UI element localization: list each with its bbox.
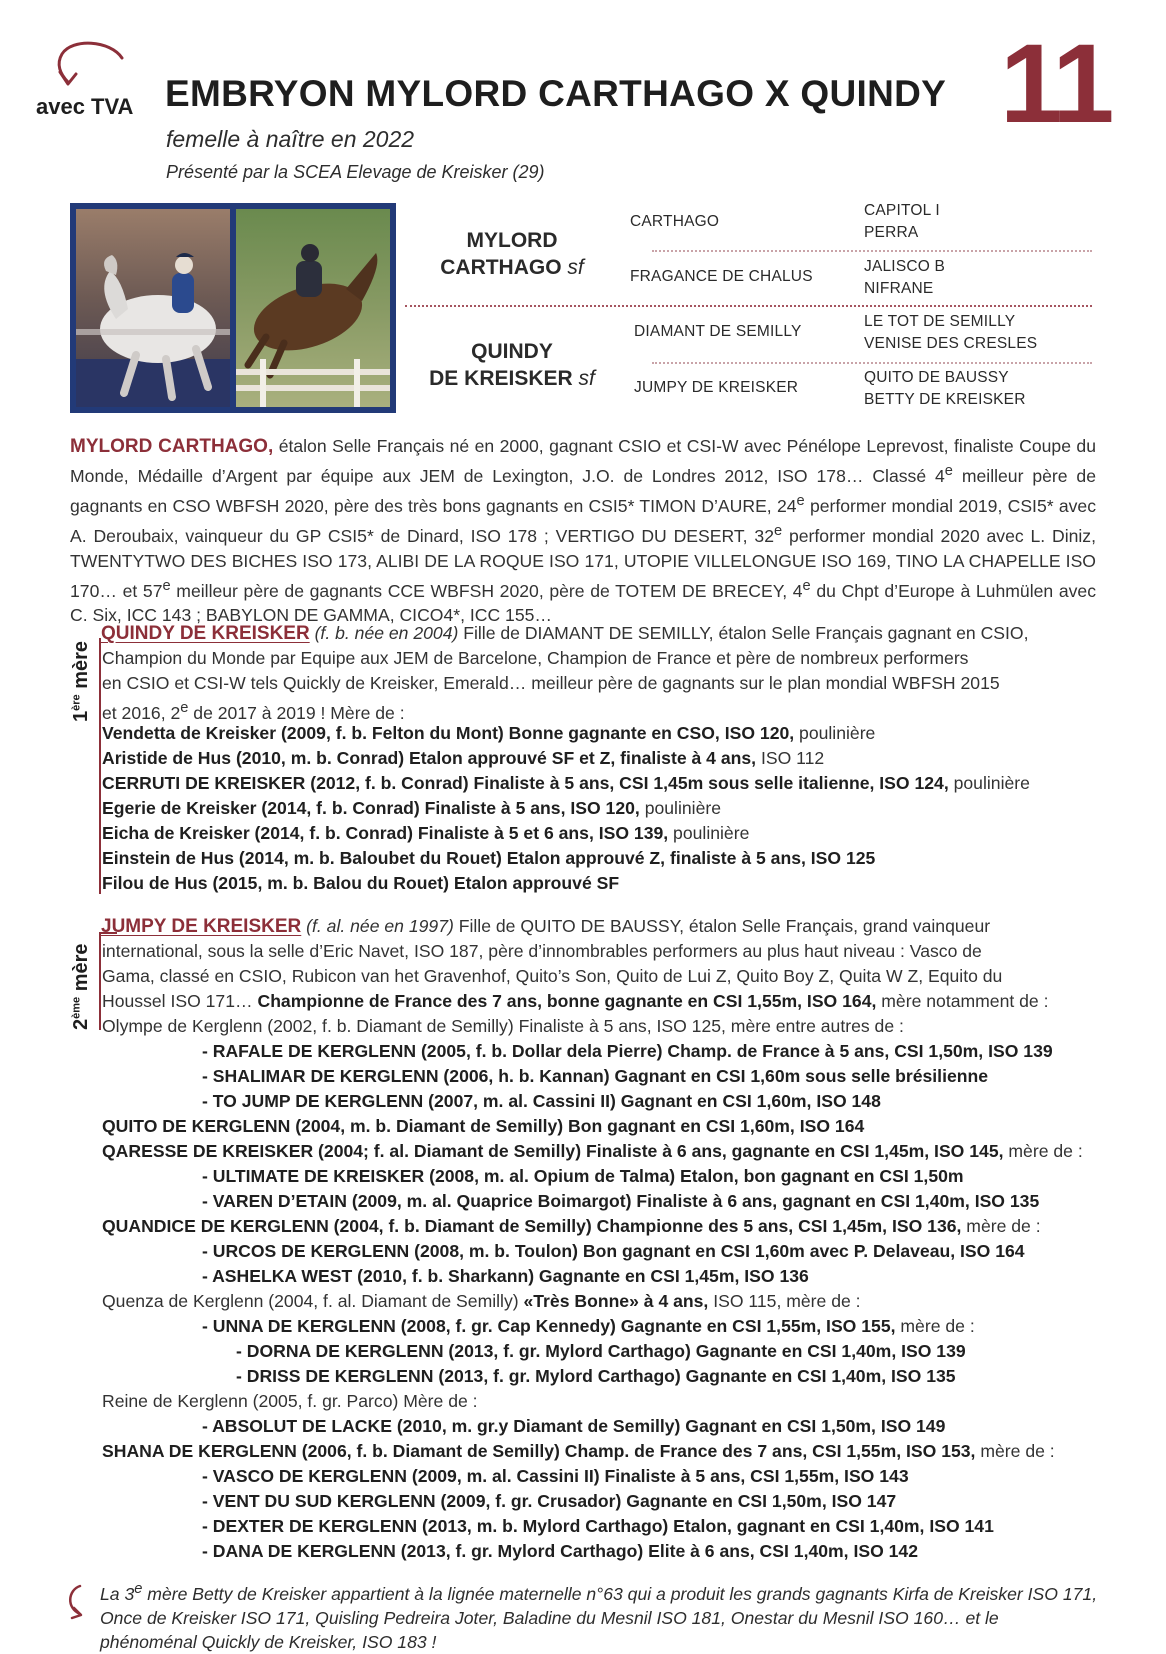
list-item-text: ISO 115, mère de :: [708, 1291, 861, 1311]
list-item-highlight: QUANDICE DE KERGLENN (2004, f. b. Diamant de Semilly) Championne des 5 ans, CSI 1,45m, ISO 136,: [102, 1216, 962, 1236]
list-item: [102, 796, 721, 821]
list-item-highlight: Egerie de Kreisker (2014, f. b. Conrad) Finaliste à 5 ans, ISO 120,: [102, 798, 640, 818]
list-item: [202, 1414, 945, 1439]
second-dam-bar: [99, 932, 101, 1030]
list-item: [102, 1439, 1055, 1464]
pedigree-divider: [652, 362, 1092, 364]
list-item-highlight: - DORNA DE KERGLENN (2013, f. gr. Mylord Carthago) Gagnante en CSI 1,40m, ISO 139: [236, 1341, 966, 1361]
pedigree-sire-sire: CARTHAGO: [630, 213, 720, 230]
second-dam-intro: JUMPY DE KREISKER (f. al. née en 1997) Fille de QUITO DE BAUSSY, étalon Selle Français, grand vainqueur: [101, 916, 991, 937]
list-item-highlight: - UNNA DE KERGLENN (2008, f. gr. Cap Kennedy) Gagnante en CSI 1,55m, ISO 155,: [202, 1316, 896, 1336]
list-item: [202, 1489, 896, 1514]
list-item-highlight: QUITO DE KERGLENN (2004, m. b. Diamant de Semilly) Bon gagnant en CSI 1,60m, ISO 164: [102, 1116, 865, 1136]
list-item-highlight: - VAREN D’ETAIN (2009, m. al. Quaprice Boimargot) Finaliste à 6 ans, gagnant en CSI 1,40m, ISO 135: [202, 1191, 1040, 1211]
first-dam-intro: QUINDY DE KREISKER (f. b. née en 2004) Fille de DIAMANT DE SEMILLY, étalon Selle Français gagnant en CSIO,: [101, 623, 1029, 644]
list-item: [102, 1114, 864, 1139]
list-item-highlight: - ULTIMATE DE KREISKER (2008, m. al. Opium de Talma) Etalon, bon gagnant en CSI 1,50m: [202, 1166, 964, 1186]
list-item-text: poulinière: [639, 798, 721, 818]
presenter-line: Présenté par la SCEA Elevage de Kreisker (29): [166, 162, 545, 182]
pedigree-ggp-3: JALISCO B: [864, 258, 946, 275]
pedigree-ggp-1: CAPITOL I: [864, 202, 940, 219]
list-item-highlight: - URCOS DE KERGLENN (2008, m. b. Toulon) Bon gagnant en CSI 1,60m avec P. Delaveau, ISO 164: [202, 1241, 1025, 1261]
list-item-highlight: SHANA DE KERGLENN (2006, f. b. Diamant de Semilly) Champ. de France des 7 ans, CSI 1,55m, ISO 153,: [102, 1441, 976, 1461]
lot-title: EMBRYON MYLORD CARTHAGO X QUINDY: [165, 73, 947, 114]
list-item-highlight: Einstein de Hus (2014, m. b. Baloubet du Rouet) Etalon approuvé Z, finaliste à 5 ans, ISO 125: [102, 848, 876, 868]
list-item-highlight: - ASHELKA WEST (2010, f. b. Sharkann) Gagnante en CSI 1,45m, ISO 136: [202, 1266, 809, 1286]
photo-dam: [236, 209, 390, 407]
list-item: [102, 771, 1030, 796]
list-item: [202, 1539, 918, 1564]
list-item: [202, 1164, 964, 1189]
list-item-text: mère de :: [975, 1441, 1055, 1461]
list-item-text: Reine de Kerglenn (2005, f. gr. Parco) Mère de :: [102, 1391, 478, 1411]
list-item-text: ISO 112: [756, 748, 825, 768]
list-item-highlight: - VENT DU SUD KERGLENN (2009, f. gr. Crusador) Gagnante en CSI 1,50m, ISO 147: [202, 1491, 897, 1511]
first-dam-bar: [99, 638, 101, 894]
list-item: [102, 871, 619, 896]
second-dam-text: international, sous la selle d’Eric Navet, ISO 187, père d’innombrables performers au plus haut niveau : Vasco de: [102, 941, 982, 961]
pedigree-dam: QUINDY DE KREISKER sf: [429, 340, 595, 390]
sire-description: MYLORD CARTHAGO, étalon Selle Français né en 2000, gagnant CSIO et CSI-W avec Pénélope Leprevost, finaliste Coupe du Monde, Médaille d’Argent par équipe aux JEM de Lexington, J.O. de Londres 2012, ISO 178… Classé 4e meilleur père de gagnants en CSO WBFSH 2020, père des très bons gagnants en CSI5* TIMON D’AURE, 24e performer mondial 2019, CSI5* avec A. Deroubaix, vainqueur du GP CSI5* de Dinard, ISO 178 ; VERTIGO DU DESERT, 32e performer mondial 2020 avec L. Diniz, TWENTYTWO DES BICHES ISO 173, ALIBI DE LA ROQUE ISO 171, UTOPIE VILLELONGUE ISO 169, TINO LA CHAPELLE ISO 170… et 57e meilleur père de gagnants CCE WBFSH 2020, père de TOTEM DE BRECEY, 4e du Chpt d’Europe à Luhmülen avec C. Six, ICC 143 ; BABYLON DE GAMMA, CICO4*, ICC 155…: [70, 436, 1097, 626]
list-item: [102, 846, 875, 871]
list-item-highlight: «Très Bonne» à 4 ans,: [523, 1291, 709, 1311]
pedigree-ggp-4: NIFRANE: [864, 280, 934, 297]
list-item: [102, 721, 875, 746]
second-dam-text: Gama, classé en CSIO, Rubicon van het Gravenhof, Quito’s Son, Quito de Lui Z, Quito Boy Z, Quita W Z, Equito du: [102, 966, 1003, 986]
list-item: [102, 1389, 478, 1414]
curved-arrow-icon: [52, 38, 138, 94]
list-item-highlight: - ABSOLUT DE LACKE (2010, m. gr.y Diamant de Semilly) Gagnant en CSI 1,50m, ISO 149: [202, 1416, 946, 1436]
pedigree-ggp-6: VENISE DES CRESLES: [864, 335, 1038, 352]
list-item-highlight: QARESSE DE KREISKER (2004; f. al. Diamant de Semilly) Finaliste à 6 ans, gagnante en CSI 1,45m, ISO 145,: [102, 1141, 1004, 1161]
list-item-highlight: CERRUTI DE KREISKER (2012, f. b. Conrad) Finaliste à 5 ans, CSI 1,45m sous selle italienne, ISO 124,: [102, 773, 949, 793]
list-item-highlight: Vendetta de Kreisker (2009, f. b. Felton du Mont) Bonne gagnante en CSO, ISO 120,: [102, 723, 795, 743]
first-dam-label: 1ère mère: [70, 640, 92, 722]
list-item-text: mère de :: [1003, 1141, 1083, 1161]
list-item: [202, 1189, 1039, 1214]
list-item: [102, 1289, 861, 1314]
first-dam-text: et 2016, 2e de 2017 à 2019 ! Mère de :: [102, 700, 405, 723]
first-dam-text: en CSIO et CSI-W tels Quickly de Kreisker, Emerald… meilleur père de gagnants sur le plan mondial WBFSH 2015: [102, 673, 1000, 693]
lot-number: 11: [1000, 21, 1111, 146]
list-item-text: poulinière: [794, 723, 876, 743]
pedigree-sire: MYLORD CARTHAGO sf: [440, 229, 584, 279]
pedigree-sire-dam: FRAGANCE DE CHALUS: [630, 268, 813, 285]
second-dam-label: 2ème mère: [70, 943, 92, 1030]
list-item: [202, 1264, 809, 1289]
photo-sire: [76, 209, 230, 407]
list-item: [236, 1339, 966, 1364]
list-item-text: mère de :: [895, 1316, 975, 1336]
list-item: [102, 1014, 904, 1039]
first-dam-text: Champion du Monde par Equipe aux JEM de Barcelone, Champion de France et père de nombreux performers: [102, 648, 969, 668]
list-item: [202, 1039, 1053, 1064]
list-item: [102, 821, 749, 846]
list-item-highlight: - RAFALE DE KERGLENN (2005, f. b. Dollar dela Pierre) Champ. de France à 5 ans, CSI 1,50m, ISO 139: [202, 1041, 1053, 1061]
list-item: [102, 746, 824, 771]
list-item-highlight: Filou de Hus (2015, m. b. Balou du Rouet) Etalon approuvé SF: [102, 873, 620, 893]
list-item: [202, 1239, 1025, 1264]
list-item-text: Quenza de Kerglenn (2004, f. al. Diamant de Semilly): [102, 1291, 524, 1311]
list-item-highlight: - TO JUMP DE KERGLENN (2007, m. al. Cassini II) Gagnant en CSI 1,60m, ISO 148: [202, 1091, 881, 1111]
pedigree-divider: [405, 305, 1092, 307]
pedigree-dam-sire: DIAMANT DE SEMILLY: [634, 323, 802, 340]
pedigree-ggp-2: PERRA: [864, 224, 919, 241]
list-item-highlight: - DANA DE KERGLENN (2013, f. gr. Mylord Carthago) Elite à 6 ans, CSI 1,40m, ISO 142: [202, 1541, 918, 1561]
list-item: [202, 1464, 909, 1489]
list-item-highlight: Eicha de Kreisker (2014, f. b. Conrad) Finaliste à 5 et 6 ans, ISO 139,: [102, 823, 669, 843]
list-item-highlight: - DEXTER DE KERGLENN (2013, m. b. Mylord Carthago) Etalon, gagnant en CSI 1,40m, ISO 141: [202, 1516, 994, 1536]
list-item: [202, 1089, 881, 1114]
list-item-highlight: - VASCO DE KERGLENN (2009, m. al. Cassini II) Finaliste à 5 ans, CSI 1,55m, ISO 143: [202, 1466, 909, 1486]
pedigree-ggp-5: LE TOT DE SEMILLY: [864, 313, 1016, 330]
list-item-highlight: Aristide de Hus (2010, m. b. Conrad) Etalon approuvé SF et Z, finaliste à 4 ans,: [102, 748, 757, 768]
list-item: [102, 1214, 1041, 1239]
list-item-highlight: - DRISS DE KERGLENN (2013, f. gr. Mylord Carthago) Gagnante en CSI 1,40m, ISO 135: [236, 1366, 956, 1386]
pedigree-ggp-8: BETTY DE KREISKER: [864, 391, 1026, 408]
lot-subtitle: femelle à naître en 2022: [166, 126, 415, 152]
list-item-highlight: - SHALIMAR DE KERGLENN (2006, h. b. Kannan) Gagnant en CSI 1,60m sous selle brésilienne: [202, 1066, 989, 1086]
return-arrow-icon: [60, 1582, 96, 1622]
horse-photo: [70, 203, 396, 413]
list-item: [202, 1314, 975, 1339]
list-item: [202, 1514, 994, 1539]
list-item: [236, 1364, 956, 1389]
second-dam-text: Houssel ISO 171… Championne de France des 7 ans, bonne gagnante en CSI 1,55m, ISO 164, mère notamment de :: [102, 991, 1049, 1011]
list-item: [202, 1064, 988, 1089]
list-item-text: poulinière: [948, 773, 1030, 793]
pedigree-ggp-7: QUITO DE BAUSSY: [864, 369, 1009, 386]
list-item-text: Olympe de Kerglenn (2002, f. b. Diamant de Semilly) Finaliste à 5 ans, ISO 125, mère entre autres de :: [102, 1016, 904, 1036]
list-item-text: poulinière: [668, 823, 750, 843]
list-item-text: mère de :: [961, 1216, 1041, 1236]
pedigree-dam-dam: JUMPY DE KREISKER: [634, 379, 799, 396]
footnote: La 3e mère Betty de Kreisker appartient à la lignée maternelle n°63 qui a produit les grands gagnants Kirfa de Kreisker ISO 171, Once de Kreisker ISO 171, Quisling Pedreira Joter, Baladine du Mesnil ISO 181, Onestar du Mesnil ISO 160… et le phénoménal Quickly de Kreisker, ISO 183 !: [100, 1581, 1098, 1652]
vat-label: avec TVA: [36, 94, 134, 119]
list-item: [102, 1139, 1083, 1164]
pedigree-divider: [652, 250, 1092, 252]
